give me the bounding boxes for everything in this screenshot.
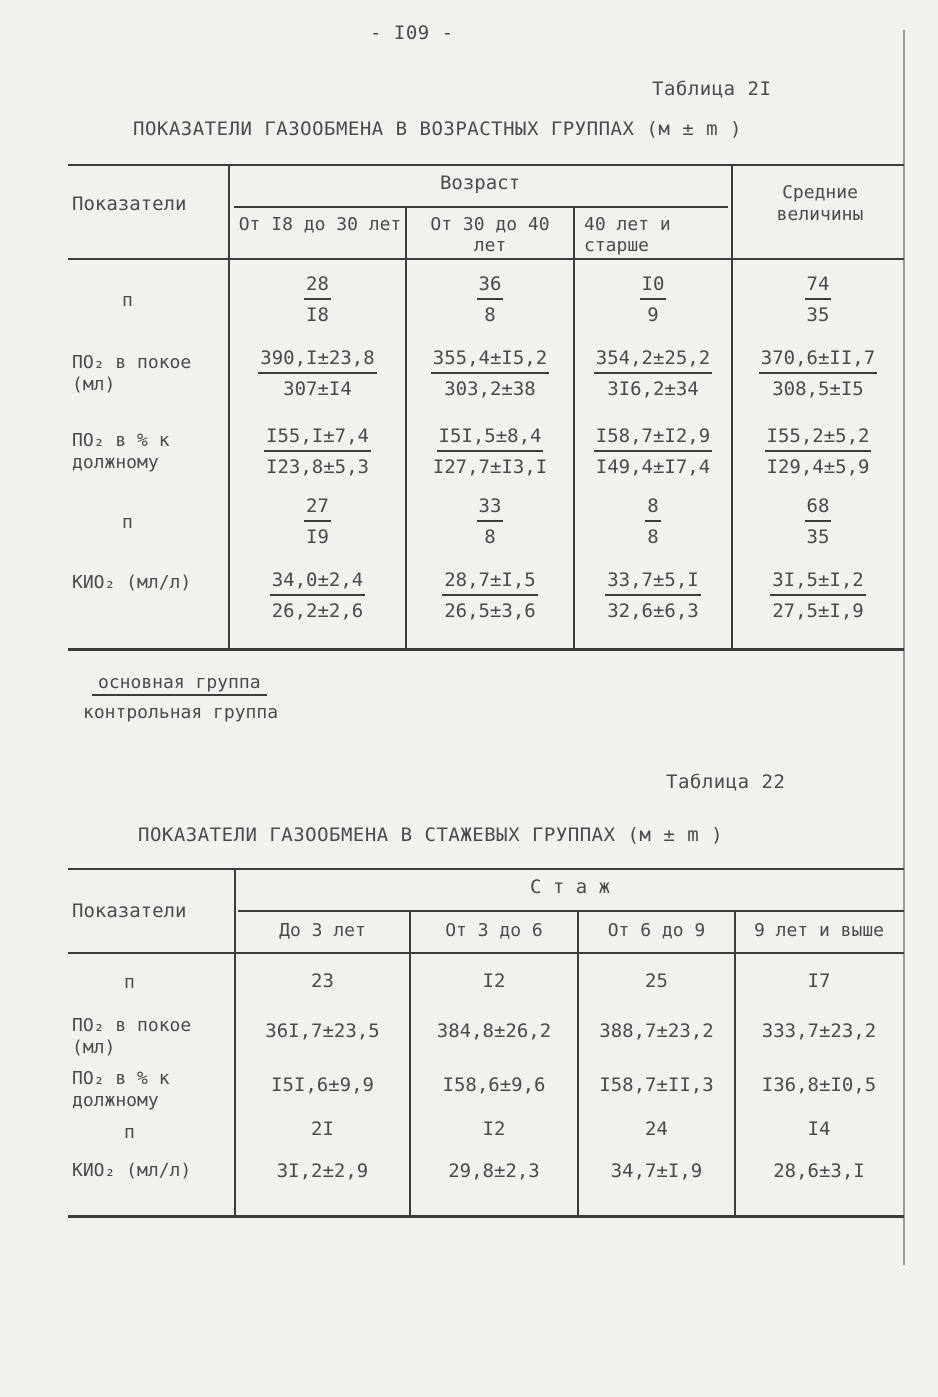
table-21-cell: $\frac{I5I,5\pm 8,4}{I27,7\pm I3,I}$ [432, 425, 548, 478]
table-21-cell: $\frac{36}{8}$ [478, 273, 502, 326]
table-21-col-40-plus: 40 лет и старше [584, 214, 671, 256]
table-22-row-po2-rest: ПО₂ в покое (мл) [72, 1015, 192, 1058]
table-21-header-age: Возраст [439, 172, 521, 194]
table-22-cell: 23 [311, 970, 334, 992]
table-22-row-po2-percent: ПО₂ в % к должному [72, 1068, 170, 1111]
table-21-col-average: Средние величины [776, 182, 864, 225]
table-22-cell: I2 [482, 1118, 506, 1140]
table-22-cell: 384,8±26,2 [436, 1020, 552, 1042]
table-22-col-6-9: От 6 до 9 [607, 920, 706, 941]
table-21-title: ПОКАЗАТЕЛИ ГАЗООБМЕНА В ВОЗРАСТНЫХ ГРУППАХ (м ± m ) [133, 118, 742, 140]
table-22-col-up-to-3: До 3 лет [279, 920, 366, 941]
table-21-header-indicator: Показатели [72, 193, 187, 215]
table-21-row-po2-percent: ПО₂ в % к должному [72, 430, 170, 473]
table-22-cell: 29,8±2,3 [448, 1160, 540, 1182]
table-22-col-9-plus: 9 лет и выше [753, 920, 885, 941]
table-21-cell: $\frac{27}{I9}$ [306, 495, 329, 548]
table-22-cell: 388,7±23,2 [599, 1020, 714, 1042]
table-21-cell: $\frac{390,I\pm 23,8}{307\pm I4}$ [260, 347, 375, 400]
table-21-row-po2-rest: ПО₂ в покое (мл) [72, 352, 192, 395]
table-21-cell: $\frac{28,7\pm I,5}{26,5\pm 3,6}$ [444, 569, 536, 622]
table-21-cell: $\frac{355,4\pm I5,2}{303,2\pm 38}$ [432, 347, 548, 400]
table-22-cell: I58,7±II,3 [599, 1074, 714, 1096]
table-22-cell: 36I,7±23,5 [265, 1020, 380, 1042]
table-22-row-n-2: п [124, 1122, 135, 1143]
table-21-row-kio2: КИО₂ (мл/л) [72, 572, 192, 593]
table-22-col-3-6: От 3 до 6 [445, 920, 543, 941]
table-22-cell: I5I,6±9,9 [271, 1074, 374, 1096]
table-21-cell: $\frac{3I,5\pm I,2}{27,5\pm I,9}$ [772, 569, 864, 622]
table-21-row-n-1: п [122, 290, 133, 311]
table-22-cell: I36,8±I0,5 [761, 1074, 877, 1096]
table-22-number: Таблица 22 [666, 771, 786, 793]
table-21-col-18-30: От I8 до 30 лет [238, 214, 402, 235]
table-22-row-kio2: КИО₂ (мл/л) [72, 1160, 192, 1181]
table-22-cell: 3I,2±2,9 [276, 1160, 369, 1182]
table-22-cell: I7 [807, 970, 831, 992]
table-21-cell: $\frac{8}{8}$ [647, 495, 659, 548]
table-21-cell: $\frac{I0}{9}$ [641, 273, 665, 326]
table-22-cell: 28,6±3,I [773, 1160, 865, 1182]
table-22-cell: 34,7±I,9 [610, 1160, 703, 1182]
table-21-cell: $\frac{34,0\pm 2,4}{26,2\pm 2,6}$ [271, 569, 364, 622]
page-number: - I09 - [370, 22, 454, 44]
table-21-cell: $\frac{I55,2\pm 5,2}{I29,4\pm 5,9}$ [766, 425, 870, 478]
table-22-cell: 2I [311, 1118, 334, 1140]
table-21-cell: $\frac{28}{I8}$ [306, 273, 329, 326]
table-22-cell: 25 [645, 970, 668, 992]
table-22-cell: 333,7±23,2 [761, 1020, 877, 1042]
table-21-cell: $\frac{I55,I\pm 7,4}{I23,8\pm 5,3}$ [266, 425, 369, 478]
table-21-cell: $\frac{354,2\pm 25,2}{3I6,2\pm 34}$ [595, 347, 711, 400]
table-21-cell: $\frac{33,7\pm 5,I}{32,6\pm 6,3}$ [607, 569, 699, 622]
table-22-row-n-1: п [124, 972, 135, 993]
table-21-cell: $\frac{I58,7\pm I2,9}{I49,4\pm I7,4}$ [595, 425, 711, 478]
table-21-cell: $\frac{68}{35}$ [806, 495, 830, 548]
table-21-row-n-2: п [122, 512, 133, 533]
table-22-header-indicator: Показатели [72, 900, 187, 922]
table-21-cell: $\frac{370,6\pm II,7}{308,5\pm I5}$ [760, 347, 876, 400]
table-22-header-experience: С т а ж [529, 876, 611, 898]
table-22-cell: I2 [482, 970, 506, 992]
table-21-number: Таблица 2I [652, 78, 772, 100]
table-22-cell: I58,6±9,6 [442, 1074, 546, 1096]
table-21-col-30-40: От 30 до 40 лет [430, 214, 550, 256]
legend-control-group: контрольная группа [83, 702, 279, 723]
table-22-title: ПОКАЗАТЕЛИ ГАЗООБМЕНА В СТАЖЕВЫХ ГРУППАХ (м ± m ) [138, 824, 724, 846]
legend-main-group: основная группа [92, 672, 267, 696]
table-22-cell: 24 [645, 1118, 668, 1140]
table-21-cell: $\frac{33}{8}$ [478, 495, 502, 548]
table-22-cell: I4 [807, 1118, 831, 1140]
table-21-cell: $\frac{74}{35}$ [806, 273, 830, 326]
